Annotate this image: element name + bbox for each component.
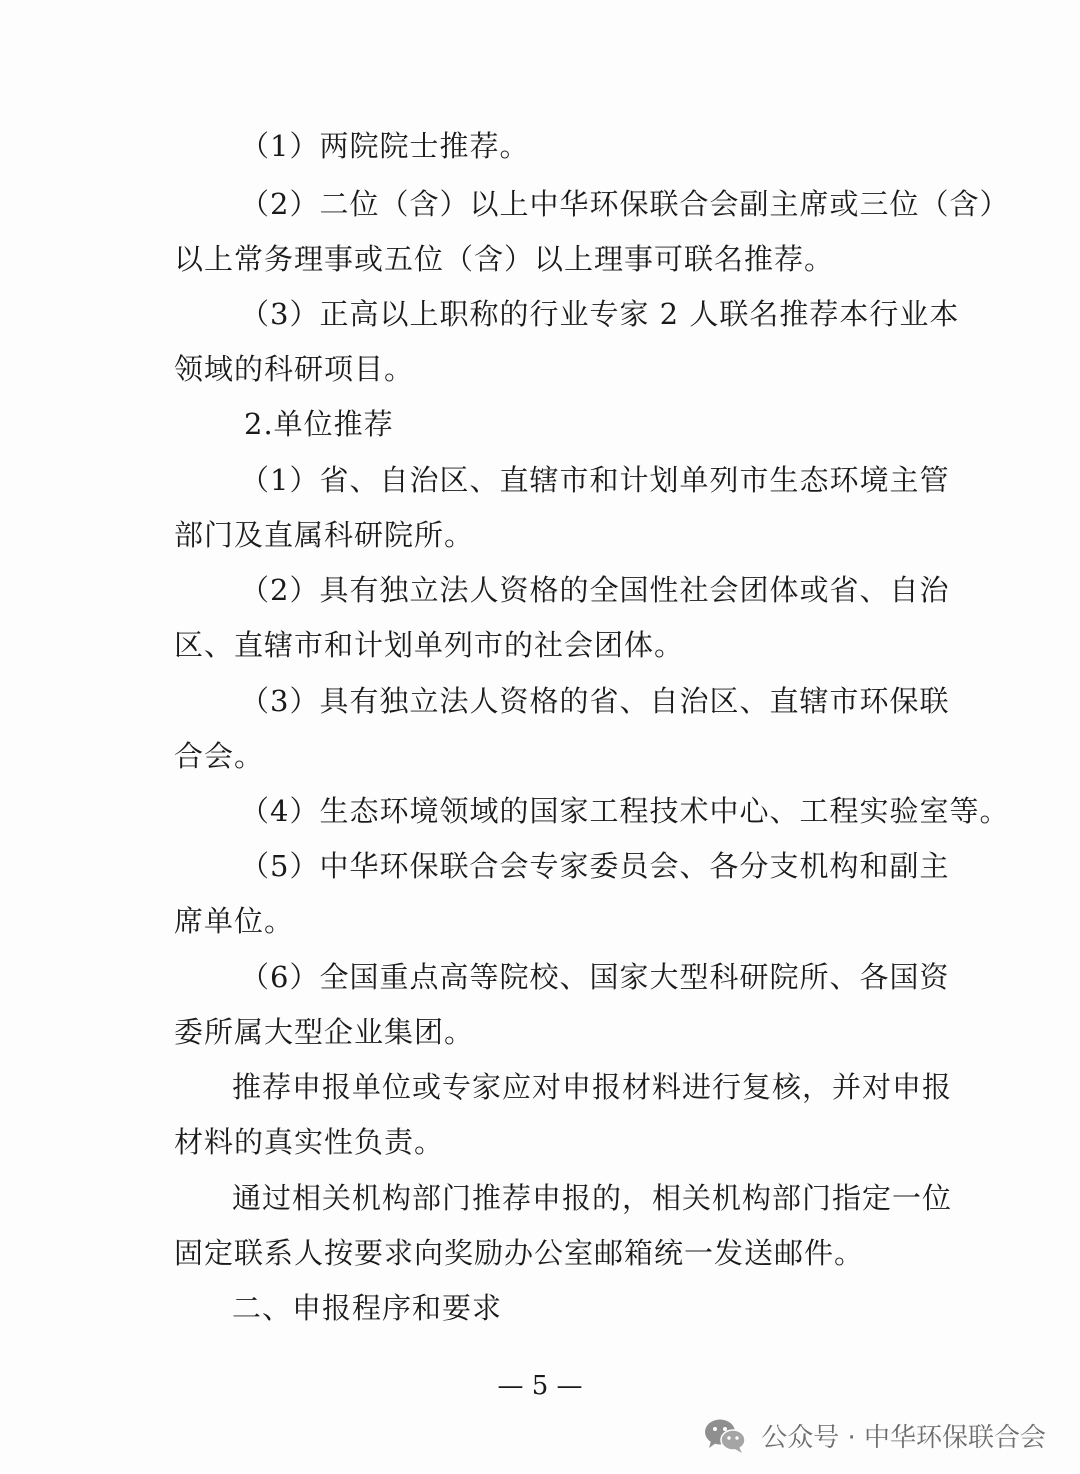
text-line: （6）全国重点高等院校、国家大型科研院所、各国资 — [240, 960, 950, 994]
page-number: — 5 — — [497, 1371, 583, 1401]
text-line: 席单位。 — [174, 904, 295, 938]
text-line: （2）二位（含）以上中华环保联合会副主席或三位（含） — [240, 187, 1010, 221]
text-line: 合会。 — [174, 739, 265, 773]
text-line: （5）中华环保联合会专家委员会、各分支机构和副主 — [240, 849, 950, 883]
text-line: 材料的真实性负责。 — [174, 1125, 445, 1159]
text-line: （1）两院院士推荐。 — [240, 129, 530, 163]
watermark-text: 公众号 · 中华环保联合会 — [761, 1422, 1046, 1453]
text-line: （4）生态环境领域的国家工程技术中心、工程实验室等。 — [240, 794, 1010, 828]
text-line: 领域的科研项目。 — [174, 352, 415, 386]
text-line: 部门及直属科研院所。 — [174, 518, 475, 552]
wechat-icon — [703, 1415, 747, 1455]
text-line: 委所属大型企业集团。 — [174, 1015, 475, 1049]
text-line: （2）具有独立法人资格的全国性社会团体或省、自治 — [240, 573, 950, 607]
text-line: （3）具有独立法人资格的省、自治区、直辖市环保联 — [240, 684, 950, 718]
watermark — [703, 1412, 1046, 1458]
text-line: 区、直辖市和计划单列市的社会团体。 — [174, 628, 685, 662]
text-line: 以上常务理事或五位（含）以上理事可联名推荐。 — [174, 242, 835, 276]
section-heading: 2.单位推荐 — [244, 407, 394, 441]
text-line: （1）省、自治区、直辖市和计划单列市生态环境主管 — [240, 463, 950, 497]
text-line: 通过相关机构部门推荐申报的，相关机构部门指定一位 — [232, 1181, 953, 1215]
text-line: 固定联系人按要求向奖励办公室邮箱统一发送邮件。 — [174, 1236, 865, 1270]
text-line: 推荐申报单位或专家应对申报材料进行复核，并对申报 — [232, 1070, 953, 1104]
text-line: （3）正高以上职称的行业专家 2 人联名推荐本行业本 — [240, 297, 960, 331]
section-heading: 二、申报程序和要求 — [232, 1291, 503, 1325]
